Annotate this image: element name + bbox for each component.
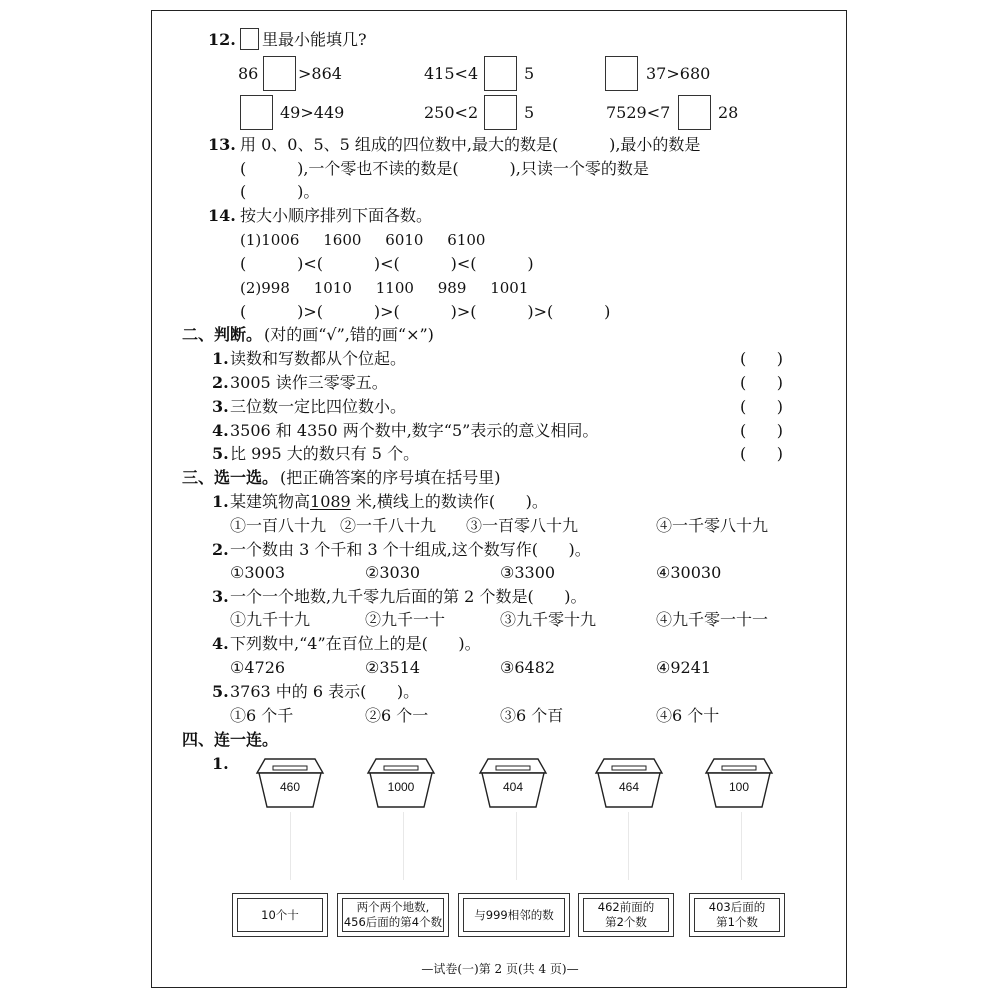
q12-answer-box[interactable]: [484, 56, 517, 91]
bucket[interactable]: [478, 755, 548, 811]
guide-line: [290, 812, 291, 880]
match-card[interactable]: [458, 893, 570, 937]
bucket-number: 464: [618, 780, 640, 794]
judge-item-text: 比 995 大的数只有 5 个。: [230, 444, 420, 463]
choice-q-number: 2.: [212, 540, 229, 559]
option[interactable]: ④一千零八十九: [656, 516, 769, 535]
judge-item-text: 3506 和 4350 两个数中,数字“5”表示的意义相同。: [230, 421, 599, 440]
option[interactable]: ③6 个百: [500, 706, 564, 725]
match-card-line: 第2个数: [605, 915, 647, 929]
q14-text: 按大小顺序排列下面各数。: [240, 206, 433, 225]
q12-answer-box[interactable]: [240, 95, 273, 130]
q13-line2: ( ),一个零也不读的数是( ),只读一个零的数是: [240, 159, 649, 178]
match-card[interactable]: [578, 893, 674, 937]
option[interactable]: ③一百零八十九: [466, 516, 579, 535]
choice-q-number: 5.: [212, 682, 229, 701]
judge-item-number: 2.: [212, 373, 229, 392]
match-card-line: 10个十: [261, 907, 299, 922]
choice-q-number: 1.: [212, 492, 229, 511]
option[interactable]: ①一百八十九: [230, 516, 327, 535]
match-card-line: 456后面的第4个数: [343, 915, 443, 929]
section3-note: (把正确答案的序号填在括号里): [280, 468, 501, 487]
q12-answer-box[interactable]: [678, 95, 711, 130]
judge-item-number: 1.: [212, 349, 229, 368]
option[interactable]: ④九千零一十一: [656, 610, 769, 629]
option[interactable]: ②3030: [365, 563, 421, 582]
choice-q-number: 3.: [212, 587, 229, 606]
q12-number: 12.: [208, 30, 236, 49]
guide-line: [516, 812, 517, 880]
judge-answer-paren[interactable]: ( ): [740, 397, 783, 416]
page-footer: —试卷(一)第 2 页(共 4 页)—: [421, 962, 579, 976]
judge-item-text: 三位数一定比四位数小。: [230, 397, 407, 416]
match-card-lines: [709, 900, 765, 930]
section4-heading: 四、连一连。: [182, 730, 279, 749]
bucket[interactable]: [255, 755, 325, 811]
q12-r1-b-right: 5: [524, 64, 535, 83]
option[interactable]: ④9241: [656, 658, 712, 677]
q14-part2-numbers: (2)998 1010 1100 989 1001: [240, 279, 529, 297]
bucket-number: 404: [502, 780, 524, 794]
q13-number: 13.: [208, 135, 236, 154]
q12-title-box: [240, 28, 259, 50]
judge-item-text: 3005 读作三零零五。: [230, 373, 388, 392]
bucket-number: 100: [728, 780, 750, 794]
q14-part2-blanks: ( )>( )>( )>( )>( ): [240, 302, 611, 321]
match-card-line: 403后面的: [708, 900, 766, 914]
guide-line: [628, 812, 629, 880]
match-card-label: [342, 898, 444, 932]
choice-q-number: 4.: [212, 634, 229, 653]
q12-r1-c-right: 37>680: [646, 64, 711, 83]
match-card-lines: [344, 900, 442, 930]
match-card-label: [694, 898, 780, 932]
choice-q-text: 下列数中,“4”在百位上的是( )。: [230, 634, 481, 653]
judge-answer-paren[interactable]: ( ): [740, 349, 783, 368]
judge-item-number: 5.: [212, 444, 229, 463]
option[interactable]: ③3300: [500, 563, 556, 582]
q13-line3: ( )。: [240, 182, 320, 201]
section3-heading: 三、选一选。: [182, 468, 279, 487]
q12-text: 里最小能填几?: [262, 30, 367, 49]
match-card-line: 与999相邻的数: [474, 907, 554, 922]
option[interactable]: ④30030: [656, 563, 722, 582]
judge-item-number: 3.: [212, 397, 229, 416]
q12-answer-box[interactable]: [263, 56, 296, 91]
option[interactable]: ②九千一十: [365, 610, 446, 629]
choice-q-text-pre: 某建筑物高: [230, 492, 311, 511]
choice-q-text: 3763 中的 6 表示( )。: [230, 682, 420, 701]
option[interactable]: ①九千十九: [230, 610, 311, 629]
option[interactable]: ③九千零十九: [500, 610, 597, 629]
match-card-line: 462前面的: [597, 900, 655, 914]
q12-answer-box[interactable]: [484, 95, 517, 130]
q12-r1-b-left: 415<4: [424, 64, 479, 83]
option[interactable]: ④6 个十: [656, 706, 720, 725]
q12-r2-a-right: 49>449: [280, 103, 345, 122]
guide-line: [741, 812, 742, 880]
q12-r2-c-left: 7529<7: [606, 103, 671, 122]
q12-r1-a-left: 86: [238, 64, 259, 83]
match-card[interactable]: [337, 893, 449, 937]
judge-item-text: 读数和写数都从个位起。: [230, 349, 407, 368]
match-card[interactable]: [232, 893, 328, 937]
judge-answer-paren[interactable]: ( ): [740, 444, 783, 463]
connect-q-number: 1.: [212, 754, 229, 773]
q12-r1-a-right: >864: [298, 64, 342, 83]
judge-answer-paren[interactable]: ( ): [740, 421, 783, 440]
choice-q-text-post: 米,横线上的数读作( )。: [350, 492, 548, 511]
bucket-number: 1000: [387, 780, 415, 794]
guide-line: [403, 812, 404, 880]
option[interactable]: ②6 个一: [365, 706, 429, 725]
bucket-number: 460: [279, 780, 301, 794]
bucket[interactable]: [366, 755, 436, 811]
match-card-label: [583, 898, 669, 932]
judge-answer-paren[interactable]: ( ): [740, 373, 783, 392]
match-card-label: [237, 898, 323, 932]
section2-heading: 二、判断。: [182, 325, 263, 344]
match-card[interactable]: [689, 893, 785, 937]
q12-answer-box[interactable]: [605, 56, 638, 91]
section2-note: (对的画“√”,错的画“×”): [264, 325, 434, 344]
choice-q-text: 一个数由 3 个千和 3 个十组成,这个数写作( )。: [230, 540, 591, 559]
q14-number: 14.: [208, 206, 236, 225]
q12-r2-c-right: 28: [718, 103, 739, 122]
q12-r2-b-right: 5: [524, 103, 535, 122]
option[interactable]: ①4726: [230, 658, 286, 677]
option[interactable]: ①3003: [230, 563, 286, 582]
choice-q-text: [230, 492, 548, 512]
bucket[interactable]: [594, 755, 664, 811]
option[interactable]: ②一千八十九: [340, 516, 437, 535]
match-card-lines: [598, 900, 654, 930]
match-card-line: 第1个数: [716, 915, 758, 929]
q14-part1-numbers: (1)1006 1600 6010 6100: [240, 231, 486, 249]
q14-part1-blanks: ( )<( )<( )<( ): [240, 254, 534, 273]
q13-line1: 用 0、0、5、5 组成的四位数中,最大的数是( ),最小的数是: [240, 135, 701, 154]
option[interactable]: ③6482: [500, 658, 556, 677]
option[interactable]: ①6 个千: [230, 706, 294, 725]
bucket[interactable]: [704, 755, 774, 811]
option[interactable]: ②3514: [365, 658, 421, 677]
judge-item-number: 4.: [212, 421, 229, 440]
q12-r2-b-left: 250<2: [424, 103, 479, 122]
underlined-number: 1089: [310, 492, 351, 511]
match-card-label: [463, 898, 565, 932]
match-card-line: 两个两个地数,: [356, 900, 430, 914]
choice-q-text: 一个一个地数,九千零九后面的第 2 个数是( )。: [230, 587, 587, 606]
